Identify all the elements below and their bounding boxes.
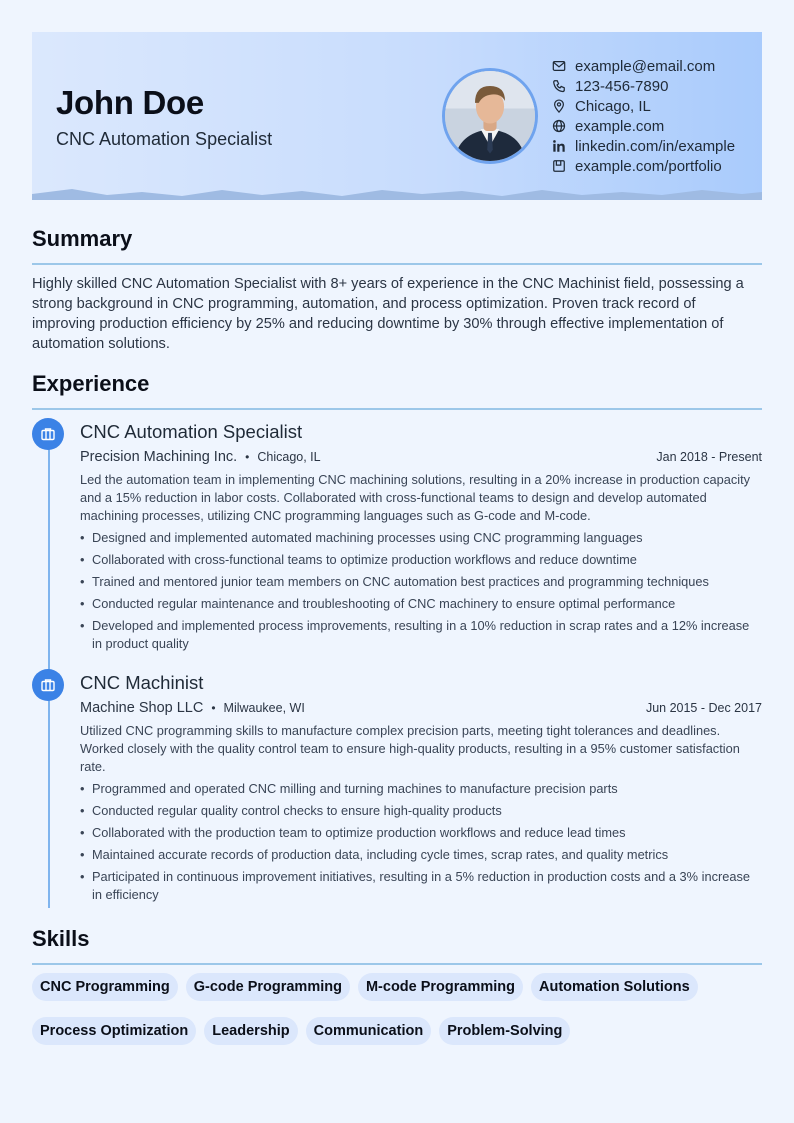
job-1-bullet: • Developed and implemented process improvements, resulting in a 10% reduction in scrap rates and a 12% increase in product quality [80, 617, 762, 653]
skill-chip: Process Optimization [32, 1017, 196, 1045]
job-1-meta [80, 449, 762, 465]
job-1-bullet: • Conducted regular maintenance and troubleshooting of CNC machinery to ensure optimal performance [80, 595, 762, 613]
candidate-title: CNC Automation Specialist [56, 129, 273, 149]
contact-portfolio-text: example.com/portfolio [575, 157, 722, 175]
phone-icon [552, 79, 566, 93]
summary-heading: Summary [32, 226, 133, 251]
skills-heading: Skills [32, 926, 90, 951]
job-1-bullet: • Trained and mentored junior team members on CNC automation best practices and programming techniques [80, 573, 762, 591]
briefcase-icon [40, 426, 56, 442]
briefcase-icon [40, 677, 56, 693]
job-2-title: CNC Machinist [80, 672, 204, 693]
job-2-bullet: • Collaborated with the production team to optimize production workflows and reduce lead times [80, 824, 762, 842]
skill-chip: Communication [306, 1017, 432, 1045]
contact-location [552, 96, 735, 116]
skills-divider [32, 963, 762, 965]
job-1-bullet: • Collaborated with cross-functional teams to optimize production workflows and reduce downtime [80, 551, 762, 569]
contact-portfolio[interactable] [552, 156, 735, 176]
job-1-bullets [80, 529, 762, 657]
job-1-dates: Jan 2018 - Present [656, 450, 762, 464]
contact-phone-text: 123-456-7890 [575, 77, 669, 95]
contact-website-text: example.com [575, 117, 665, 135]
location-pin-icon [552, 99, 566, 113]
job-2-briefcase-badge [32, 669, 64, 701]
job-2-bullet: • Conducted regular quality control checks to ensure high-quality products [80, 802, 762, 820]
resume-header [32, 32, 762, 200]
experience-divider [32, 408, 762, 410]
job-2-company: Machine Shop LLC [80, 700, 204, 716]
job-1-bullet: • Designed and implemented automated machining processes using CNC programming languages [80, 529, 762, 547]
job-2-bullet: • Maintained accurate records of production data, including cycle times, scrap rates, and quality metrics [80, 846, 762, 864]
mail-icon [552, 59, 566, 73]
skill-chip: Problem-Solving [439, 1017, 570, 1045]
header-wave-decoration [32, 184, 762, 200]
contact-linkedin-text: linkedin.com/in/example [575, 137, 736, 155]
job-1-description: Led the automation team in implementing CNC machining solutions, resulting in a 20% increase in production capacity and a 15% reduction in labor costs. Collaborated with cross-functional teams to design and develop automated machining processes, utilizing CNC programming languages such as G-code and M-code. [80, 472, 751, 523]
experience-heading: Experience [32, 371, 150, 396]
skill-chip: Leadership [204, 1017, 297, 1045]
job-2-description: Utilized CNC programming skills to manufacture complex precision parts, meeting tight tolerances and deadlines. Worked closely with the quality control team to ensure high-quality products, resulting in a 95% customer satisfaction rate. [80, 723, 740, 774]
job-2-location: Milwaukee, WI [223, 701, 305, 715]
contact-email-text: example@email.com [575, 57, 716, 75]
skill-chip: G-code Programming [186, 973, 350, 1001]
profile-photo [442, 68, 538, 164]
portfolio-icon [552, 159, 566, 173]
summary-divider [32, 263, 762, 265]
job-1-company: Precision Machining Inc. [80, 449, 238, 465]
job-2-bullets [80, 780, 762, 908]
job-1-title: CNC Automation Specialist [80, 421, 303, 442]
job-2-dates: Jun 2015 - Dec 2017 [645, 701, 762, 715]
contact-location-text: Chicago, IL [575, 97, 651, 115]
contact-phone[interactable] [552, 76, 735, 96]
skill-chip: CNC Programming [32, 973, 178, 1001]
job-1-location: Chicago, IL [257, 450, 321, 464]
job-1-separator: • [245, 450, 250, 464]
contact-linkedin[interactable] [552, 136, 735, 156]
globe-icon [552, 119, 566, 133]
linkedin-icon [552, 139, 566, 153]
job-2-meta [80, 700, 762, 716]
skills-list [32, 973, 762, 1045]
job-2-bullet: • Programmed and operated CNC milling and turning machines to manufacture precision parts [80, 780, 762, 798]
candidate-name: John Doe [56, 84, 204, 121]
skill-chip: M-code Programming [358, 973, 523, 1001]
job-2-separator: • [211, 701, 216, 715]
job-2-bullet: • Participated in continuous improvement initiatives, resulting in a 5% reduction in production costs and a 3% increase in efficiency [80, 868, 762, 904]
contact-list [552, 56, 735, 176]
contact-website[interactable] [552, 116, 735, 136]
job-1-briefcase-badge [32, 418, 64, 450]
profile-photo-image [445, 71, 535, 161]
summary-text: Highly skilled CNC Automation Specialist with 8+ years of experience in the CNC Machinist field, possessing a strong background in CNC programming, automation, and process optimization. Proven track record of improving production efficiency by 25% and reducing downtime by 30% through effective implementation of automation solutions. [32, 276, 744, 352]
contact-email[interactable] [552, 56, 735, 76]
skill-chip: Automation Solutions [531, 973, 698, 1001]
